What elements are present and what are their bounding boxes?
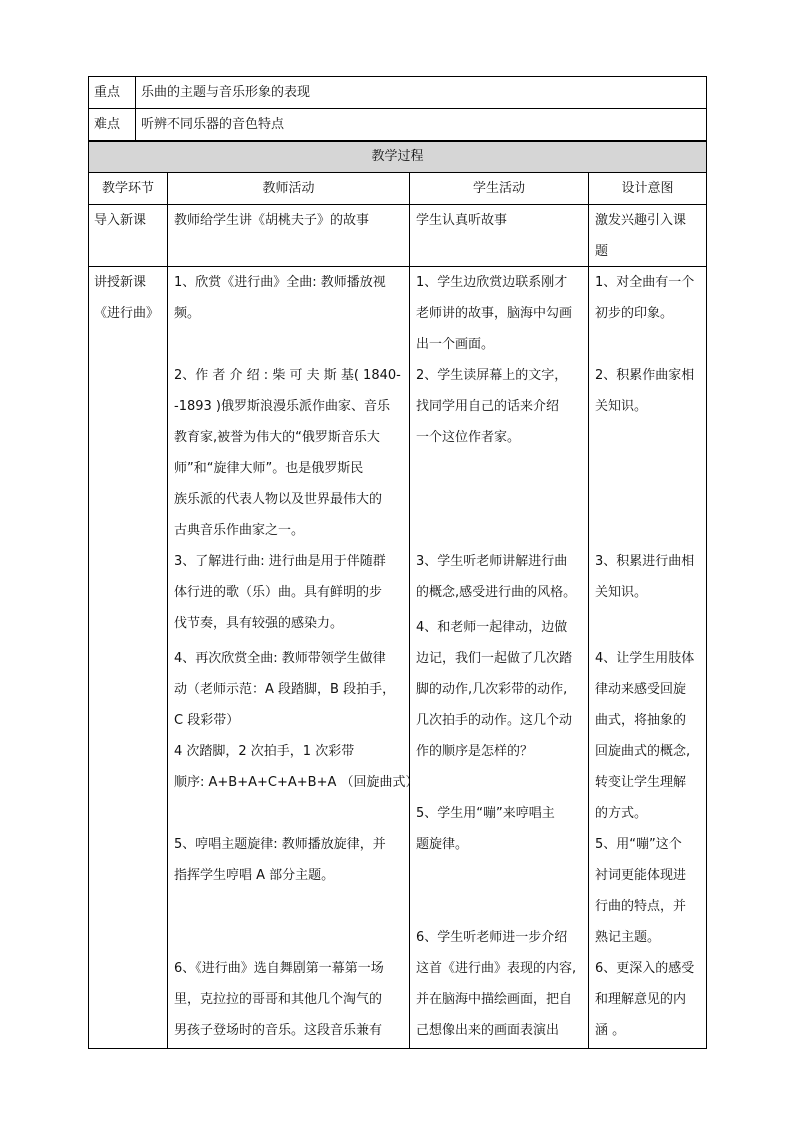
teacher-activity-5: 5、哼唱主题旋律: 教师播放旋律，并 指挥学生哼唱 A 部分主题。 bbox=[174, 837, 386, 883]
teacher-activity-1: 1、欣赏《进行曲》全曲: 教师播放视 频。 bbox=[174, 275, 386, 321]
intent-2: 2、积累作曲家相 关知识。 bbox=[595, 368, 695, 414]
student-activity-5: 5、学生用“嘣”来哼唱主 题旋律。 bbox=[416, 806, 555, 852]
intent-1: 1、对全曲有一个 初步的印象。 bbox=[595, 275, 695, 321]
teacher-activity-4: 4、再次欣赏全曲: 教师带领学生做律 动（老师示范：A 段踏脚，B 段拍手， C 段彩带） 4 次踏脚，2 次拍手，1 次彩带 顺序: A+B+A+C+A+B+A （回旋曲式） bbox=[174, 651, 419, 790]
key-point-content: 乐曲的主题与音乐形象的表现 bbox=[141, 85, 311, 100]
student-activity-3: 3、学生听老师讲解进行曲 的概念,感受进行曲的风格。 bbox=[416, 554, 577, 600]
intro-intent: 激发兴趣引入课 题 bbox=[595, 213, 687, 259]
student-activity-6: 6、学生听老师进一步介绍 这首《进行曲》表现的内容, 并在脑海中描绘画面，把自 己想像出来的画面表演出 bbox=[416, 930, 577, 1038]
intent-6: 6、更深入的感受 和理解意见的内 涵 。 bbox=[595, 961, 695, 1038]
lesson-stage: 讲授新课 《进行曲》 bbox=[94, 275, 160, 321]
intro-teacher: 教师给学生讲《胡桃夫子》的故事 bbox=[174, 213, 370, 228]
teacher-activity-2: 2、作 者 介 绍 : 柴 可 夫 斯 基( 1840- -1893 )俄罗斯浪漫乐派作曲家、音乐 教育家,被誉为伟大的“俄罗斯音乐大 师”和“旋律大师”。也是俄罗斯民 族乐派的代表人物以及世界最伟大的 古典音乐作曲家之一。 bbox=[174, 368, 401, 538]
student-activity-2: 2、学生读屏幕上的文字， 找同学用自己的话来介绍 一个这位作者家。 bbox=[416, 368, 568, 445]
difficult-point-content: 听辨不同乐器的音色特点 bbox=[141, 117, 285, 132]
teacher-activity-6: 6、《进行曲》选自舞剧第一幕第一场 里，克拉拉的哥哥和其他几个淘气的 男孩子登场时的音乐。这段音乐兼有 bbox=[174, 961, 384, 1038]
intro-stage: 导入新课 bbox=[94, 213, 147, 228]
column-header-student: 学生活动 bbox=[472, 181, 525, 196]
process-title: 教学过程 bbox=[371, 149, 424, 164]
intent-5: 5、用“嘣”这个 衬词更能体现进 行曲的特点，并 熟记主题。 bbox=[595, 837, 687, 945]
intent-3: 3、积累进行曲相 关知识。 bbox=[595, 554, 695, 600]
difficult-point-label: 难点 bbox=[94, 117, 121, 132]
student-activity-1: 1、学生边欣赏边联系刚才 老师讲的故事，脑海中勾画 出一个画面。 bbox=[416, 275, 573, 352]
column-header-stage: 教学环节 bbox=[101, 181, 154, 196]
column-header-teacher: 教师活动 bbox=[262, 181, 315, 196]
teacher-activity-3: 3、了解进行曲: 进行曲是用于伴随群 体行进的歌（乐）曲。具有鲜明的步 伐节奏，具有较强的感染力。 bbox=[174, 554, 386, 631]
column-header-intent: 设计意图 bbox=[621, 181, 674, 196]
student-activity-4: 4、和老师一起律动，边做 边记，我们一起做了几次踏 脚的动作,几次彩带的动作, 几次拍手的动作。这几个动 作的顺序是怎样的？ bbox=[416, 620, 573, 759]
intent-4: 4、让学生用肢体 律动来感受回旋 曲式，将抽象的 回旋曲式的概念, 转变让学生理解 的方式。 bbox=[595, 651, 695, 821]
intro-student: 学生认真听故事 bbox=[416, 213, 508, 228]
key-point-label: 重点 bbox=[94, 85, 121, 100]
